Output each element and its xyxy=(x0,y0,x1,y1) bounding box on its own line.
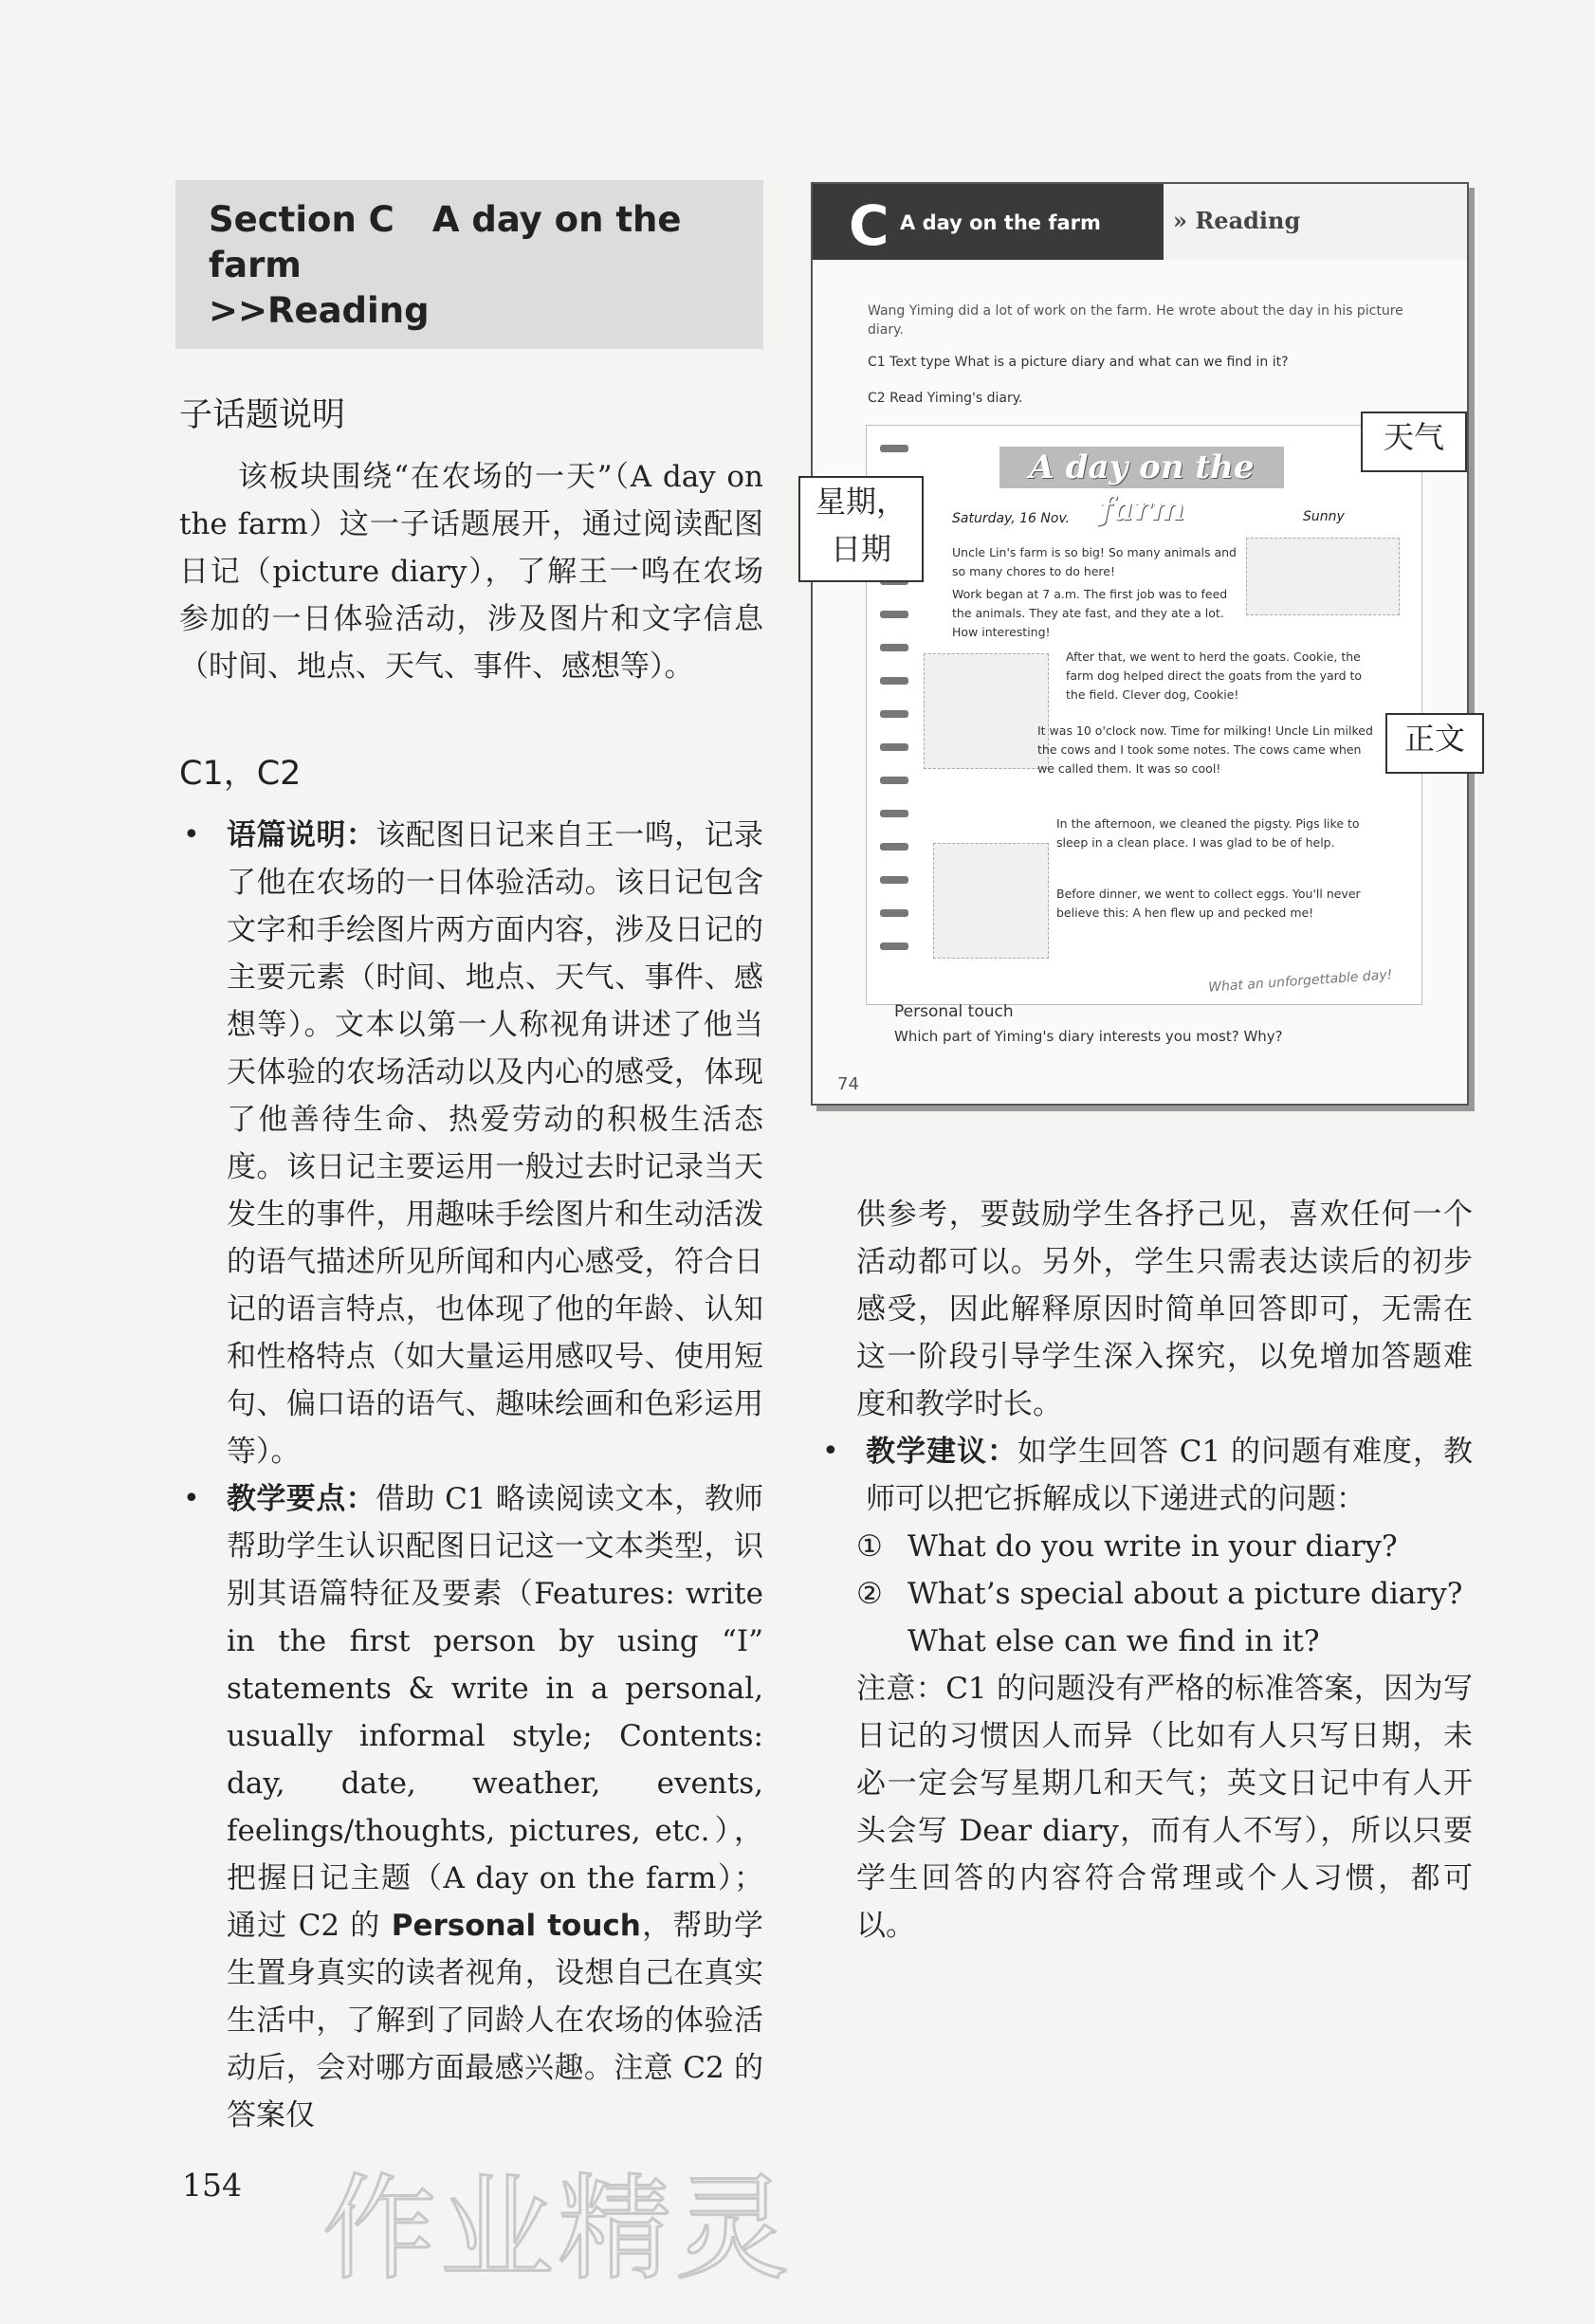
continued-text: 供参考，要鼓励学生各抒己见，喜欢任何一个活动都可以。另外，学生只需表达读后的初步感受，因此解释原因时简单回答即可，无需在这一阶段引导学生深入探究，以免增加答题难度和教学时长。 xyxy=(856,1198,1473,1421)
bullet-label: 语篇说明： xyxy=(227,818,376,852)
section-letter: C xyxy=(849,193,889,258)
goats-sketch-icon xyxy=(924,653,1049,769)
diary-title: A day on the farm xyxy=(999,447,1284,488)
question-text: What’s special about a picture diary? xyxy=(908,1577,1463,1611)
right-column xyxy=(856,1191,1473,1949)
bullet-teaching-suggestion xyxy=(815,1428,1473,1523)
diary-paragraph: Work began at 7 a.m. The first job was to feed the animals. They ate fast, and they ate a lot. How interesting! xyxy=(952,587,1228,639)
textbook-c2: C2 Read Yiming's diary. xyxy=(868,391,1023,406)
textbook-reading-label: » Reading xyxy=(1173,207,1301,234)
personal-touch-title: Personal touch xyxy=(894,1002,1014,1021)
bullet-text-description xyxy=(175,812,763,1475)
question-number: ① xyxy=(856,1529,883,1564)
diary-weather: Sunny xyxy=(1303,509,1345,524)
diary-date: Saturday, 16 Nov. xyxy=(952,511,1071,526)
bullet-text: 该配图日记来自王一鸣，记录了他在农场的一日体验活动。该日记包含文字和手绘图片两方面内容，涉及日记的主要元素（时间、地点、天气、事件、感想等）。文本以第一人称视角讲述了他当天体验的农场活动以及内心的感受，体现了他善待生命、热爱劳动的积极生活态度。该日记主要运用一般过去时记录当天发生的事件，用趣味手绘图片和生动活泼的语气描述所见所闻和内心感受，符合日记的语言特点，也体现了他的年龄、认知和性格特点（如大量运用感叹号、使用短句、偏口语的语气、趣味绘画和色彩运用等）。 xyxy=(227,818,764,1469)
question-list xyxy=(856,1523,1473,1665)
bullet-teaching-points xyxy=(175,1475,763,2139)
diary-page xyxy=(866,425,1422,1005)
question-number: ② xyxy=(856,1577,883,1611)
left-column xyxy=(175,180,763,2139)
diary-ending: What an unforgettable day! xyxy=(1207,967,1393,996)
farm-animals-sketch-icon xyxy=(1246,538,1400,615)
subtopic-text: 该板块围绕“在农场的一天”（A day on the farm）这一子话题展开，通过阅读配图日记（picture diary），了解王一鸣在农场参加的一日体验活动，涉及图片和文字信息（时间、地点、天气、事件、感想等）。 xyxy=(179,460,763,684)
section-subtitle: >>Reading xyxy=(209,290,430,331)
bullet-label: 教学建议： xyxy=(866,1435,1018,1469)
bullet-text-cont: ，帮助学生置身真实的读者视角，设想自己在真实生活中，了解到了同龄人在农场的体验活动后，会对哪方面最感兴趣。注意 C2 的答案仅 xyxy=(227,1909,763,2132)
c1c2-bullets xyxy=(175,812,763,2139)
textbook-intro: Wang Yiming did a lot of work on the farm. He wrote about the day in his picture diary. xyxy=(868,303,1403,338)
textbook-header xyxy=(813,184,1467,260)
personal-touch-question: Which part of Yiming's diary interests you most? Why? xyxy=(894,1028,1283,1045)
personal-touch-bold: Personal touch xyxy=(391,1909,641,1943)
diary-paragraph: After that, we went to herd the goats. Cookie, the farm dog helped direct the goats from the yard to the field. Clever dog, Cookie! xyxy=(1066,650,1363,702)
callout-date: 星期， 日期 xyxy=(798,476,924,582)
question-item xyxy=(856,1618,1473,1665)
callout-body: 正文 xyxy=(1385,713,1484,774)
boy-and-hen-sketch-icon xyxy=(933,843,1049,959)
textbook-image xyxy=(811,182,1469,1106)
section-label: Section C xyxy=(209,199,394,240)
diary-paragraph: In the afternoon, we cleaned the pigsty. Pigs like to sleep in a clean place. I was glad to be of help. xyxy=(1056,816,1360,850)
callout-weather: 天气 xyxy=(1361,412,1467,472)
bullet-text: 如学生回答 C1 的问题有难度，教师可以把它拆解成以下递进式的问题： xyxy=(866,1435,1474,1516)
section-title: A day on the farm xyxy=(209,199,682,285)
watermark-logo: 作业精灵 xyxy=(322,2164,793,2296)
right-bullets xyxy=(856,1428,1473,1523)
bullet-label: 教学要点： xyxy=(227,1482,376,1516)
textbook-c1: C1 Text type What is a picture diary and what can we find in it? xyxy=(868,355,1289,370)
question-item xyxy=(856,1570,1473,1618)
page-number: 154 xyxy=(182,2167,242,2204)
question-text: What else can we find in it? xyxy=(908,1624,1320,1658)
subtopic-heading: 子话题说明 xyxy=(179,396,346,434)
note-text: 注意：C1 的问题没有严格的标准答案，因为写日记的习惯因人而异（比如有人只写日期，未必一定会写星期几和天气；英文日记中有人开头会写 Dear diary，而有人不写），所以只要学生回答的内容符合常理或个人习惯，都可以。 xyxy=(856,1672,1473,1943)
c1c2-heading: C1，C2 xyxy=(179,755,302,793)
question-text: What do you write in your diary? xyxy=(908,1529,1398,1564)
question-item xyxy=(856,1523,1473,1570)
bullet-text: 借助 C1 略读阅读文本，教师帮助学生认识配图日记这一文本类型，识别其语篇特征及要素（Features: write in the first person by using “I” statements & write in a personal, usually informal style; Contents: day, date, weather, events, feelings/thoughts, pictures, etc.），把握日记主题（A day on the farm）；通过 C2 的 xyxy=(227,1482,763,1943)
personal-touch xyxy=(894,999,1425,1049)
section-banner xyxy=(175,180,763,349)
diary-paragraph: Uncle Lin's farm is so big! So many animals and so many chores to do here! xyxy=(952,545,1237,578)
diary-paragraph: It was 10 o'clock now. Time for milking! Uncle Lin milked the cows and I took some notes. The cows came when we called them. It was so cool! xyxy=(1037,723,1373,776)
diary-paragraph: Before dinner, we went to collect eggs. You'll never believe this: A hen flew up and pecked me! xyxy=(1056,887,1361,920)
textbook-page-number: 74 xyxy=(837,1074,859,1094)
textbook-title: A day on the farm xyxy=(900,211,1101,234)
